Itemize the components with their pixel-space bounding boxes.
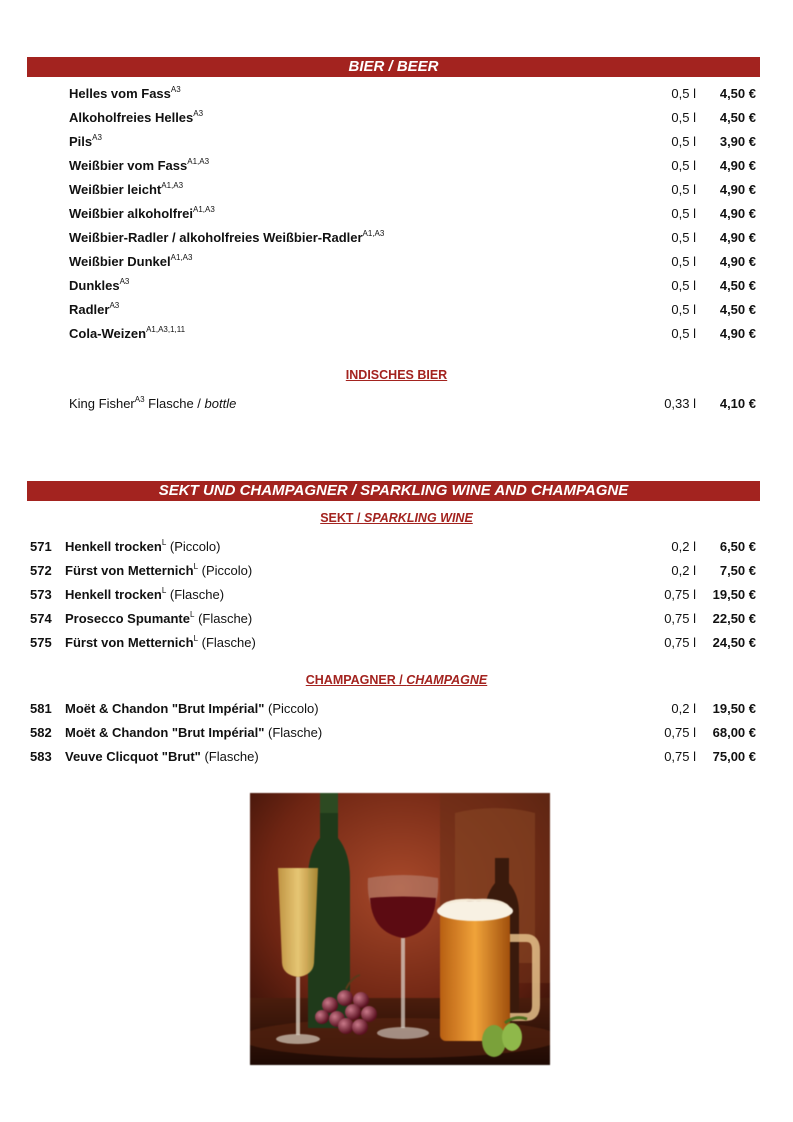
item-number: 583 [30,749,52,764]
item-name: Moët & Chandon "Brut Impérial" (Piccolo) [65,701,319,716]
item-name: Fürst von Metternich$^L$ (Piccolo) [65,562,253,578]
menu-item [0,228,793,248]
item-price: 6,50 € [719,539,756,554]
item-volume: 0,75 l [664,749,696,764]
item-volume: 0,5 l [671,206,696,221]
drinks-photo [250,793,550,1065]
item-number: 581 [30,701,52,716]
beer-banner: BIER / BEER [27,57,760,77]
item-price: 4,10 € [719,396,756,411]
item-volume: 0,2 l [671,701,696,716]
item-volume: 0,2 l [671,539,696,554]
item-volume: 0,75 l [664,725,696,740]
item-price: 4,90 € [719,254,756,269]
item-price: 3,90 € [719,134,756,149]
menu-item [0,699,793,719]
menu-item [0,156,793,176]
item-name: Weißbier-Radler / alkoholfreies Weißbier-Radler$^{A1,A3}$ [69,229,385,245]
item-name: Dunkles$^{A3}$ [69,277,130,293]
item-volume: 0,5 l [671,86,696,101]
menu-item-king-fisher [0,394,793,414]
item-price: 24,50 € [712,635,756,650]
item-volume: 0,33 l [664,396,696,411]
item-name: Pils$^{A3}$ [69,133,102,149]
menu-item [0,252,793,272]
item-volume: 0,5 l [671,230,696,245]
item-name: Alkoholfreies Helles$^{A3}$ [69,109,204,125]
item-price: 19,50 € [712,587,756,602]
item-price: 22,50 € [712,611,756,626]
item-volume: 0,75 l [664,587,696,602]
item-number: 571 [30,539,52,554]
champagne-heading: CHAMPAGNER / CHAMPAGNE [305,673,488,687]
item-name: Weißbier alkoholfrei$^{A1,A3}$ [69,205,215,221]
item-number: 572 [30,563,52,578]
sekt-heading: SEKT / SPARKLING WINE [320,511,473,525]
menu-item [0,276,793,296]
item-name: King Fisher$^{A3}$ Flasche / bottle [69,395,237,411]
item-name: Moët & Chandon "Brut Impérial" (Flasche) [65,725,323,740]
item-price: 4,90 € [719,182,756,197]
item-price: 4,50 € [719,302,756,317]
item-volume: 0,75 l [664,635,696,650]
item-price: 68,00 € [712,725,756,740]
item-volume: 0,75 l [664,611,696,626]
item-price: 4,90 € [719,326,756,341]
item-volume: 0,5 l [671,158,696,173]
menu-item [0,180,793,200]
item-price: 4,90 € [719,230,756,245]
item-volume: 0,5 l [671,110,696,125]
item-name: Prosecco Spumante$^L$ (Flasche) [65,610,253,626]
menu-item [0,633,793,653]
item-volume: 0,5 l [671,134,696,149]
menu-item [0,324,793,344]
item-price: 75,00 € [712,749,756,764]
menu-item [0,747,793,767]
menu-item [0,537,793,557]
item-name: Helles vom Fass$^{A3}$ [69,85,181,101]
item-number: 574 [30,611,52,626]
item-name: Weißbier leicht$^{A1,A3}$ [69,181,184,197]
menu-item [0,108,793,128]
menu-item [0,84,793,104]
item-number: 575 [30,635,52,650]
item-name: Henkell trocken$^L$ (Piccolo) [65,538,221,554]
item-number: 573 [30,587,52,602]
item-price: 4,50 € [719,110,756,125]
menu-item [0,300,793,320]
item-number: 582 [30,725,52,740]
item-volume: 0,5 l [671,278,696,293]
menu-item [0,561,793,581]
menu-item [0,585,793,605]
menu-item [0,609,793,629]
item-price: 4,50 € [719,86,756,101]
item-volume: 0,2 l [671,563,696,578]
item-name: Fürst von Metternich$^L$ (Flasche) [65,634,256,650]
item-name: Henkell trocken$^L$ (Flasche) [65,586,225,602]
item-price: 4,50 € [719,278,756,293]
item-name: Weißbier vom Fass$^{A1,A3}$ [69,157,210,173]
item-name: Cola-Weizen$^{A1,A3,1,11}$ [69,325,186,341]
item-volume: 0,5 l [671,254,696,269]
item-price: 4,90 € [719,206,756,221]
menu-item [0,723,793,743]
menu-item [0,204,793,224]
item-volume: 0,5 l [671,302,696,317]
item-price: 19,50 € [712,701,756,716]
item-name: Radler$^{A3}$ [69,301,120,317]
item-name: Veuve Clicquot "Brut" (Flasche) [65,749,259,764]
item-price: 4,90 € [719,158,756,173]
indian-beer-heading: INDISCHES BIER [345,368,448,382]
sparkling-banner: SEKT UND CHAMPAGNER / SPARKLING WINE AND CHAMPAGNE [27,481,760,501]
item-volume: 0,5 l [671,182,696,197]
item-price: 7,50 € [719,563,756,578]
menu-item [0,132,793,152]
item-name: Weißbier Dunkel$^{A1,A3}$ [69,253,193,269]
item-volume: 0,5 l [671,326,696,341]
